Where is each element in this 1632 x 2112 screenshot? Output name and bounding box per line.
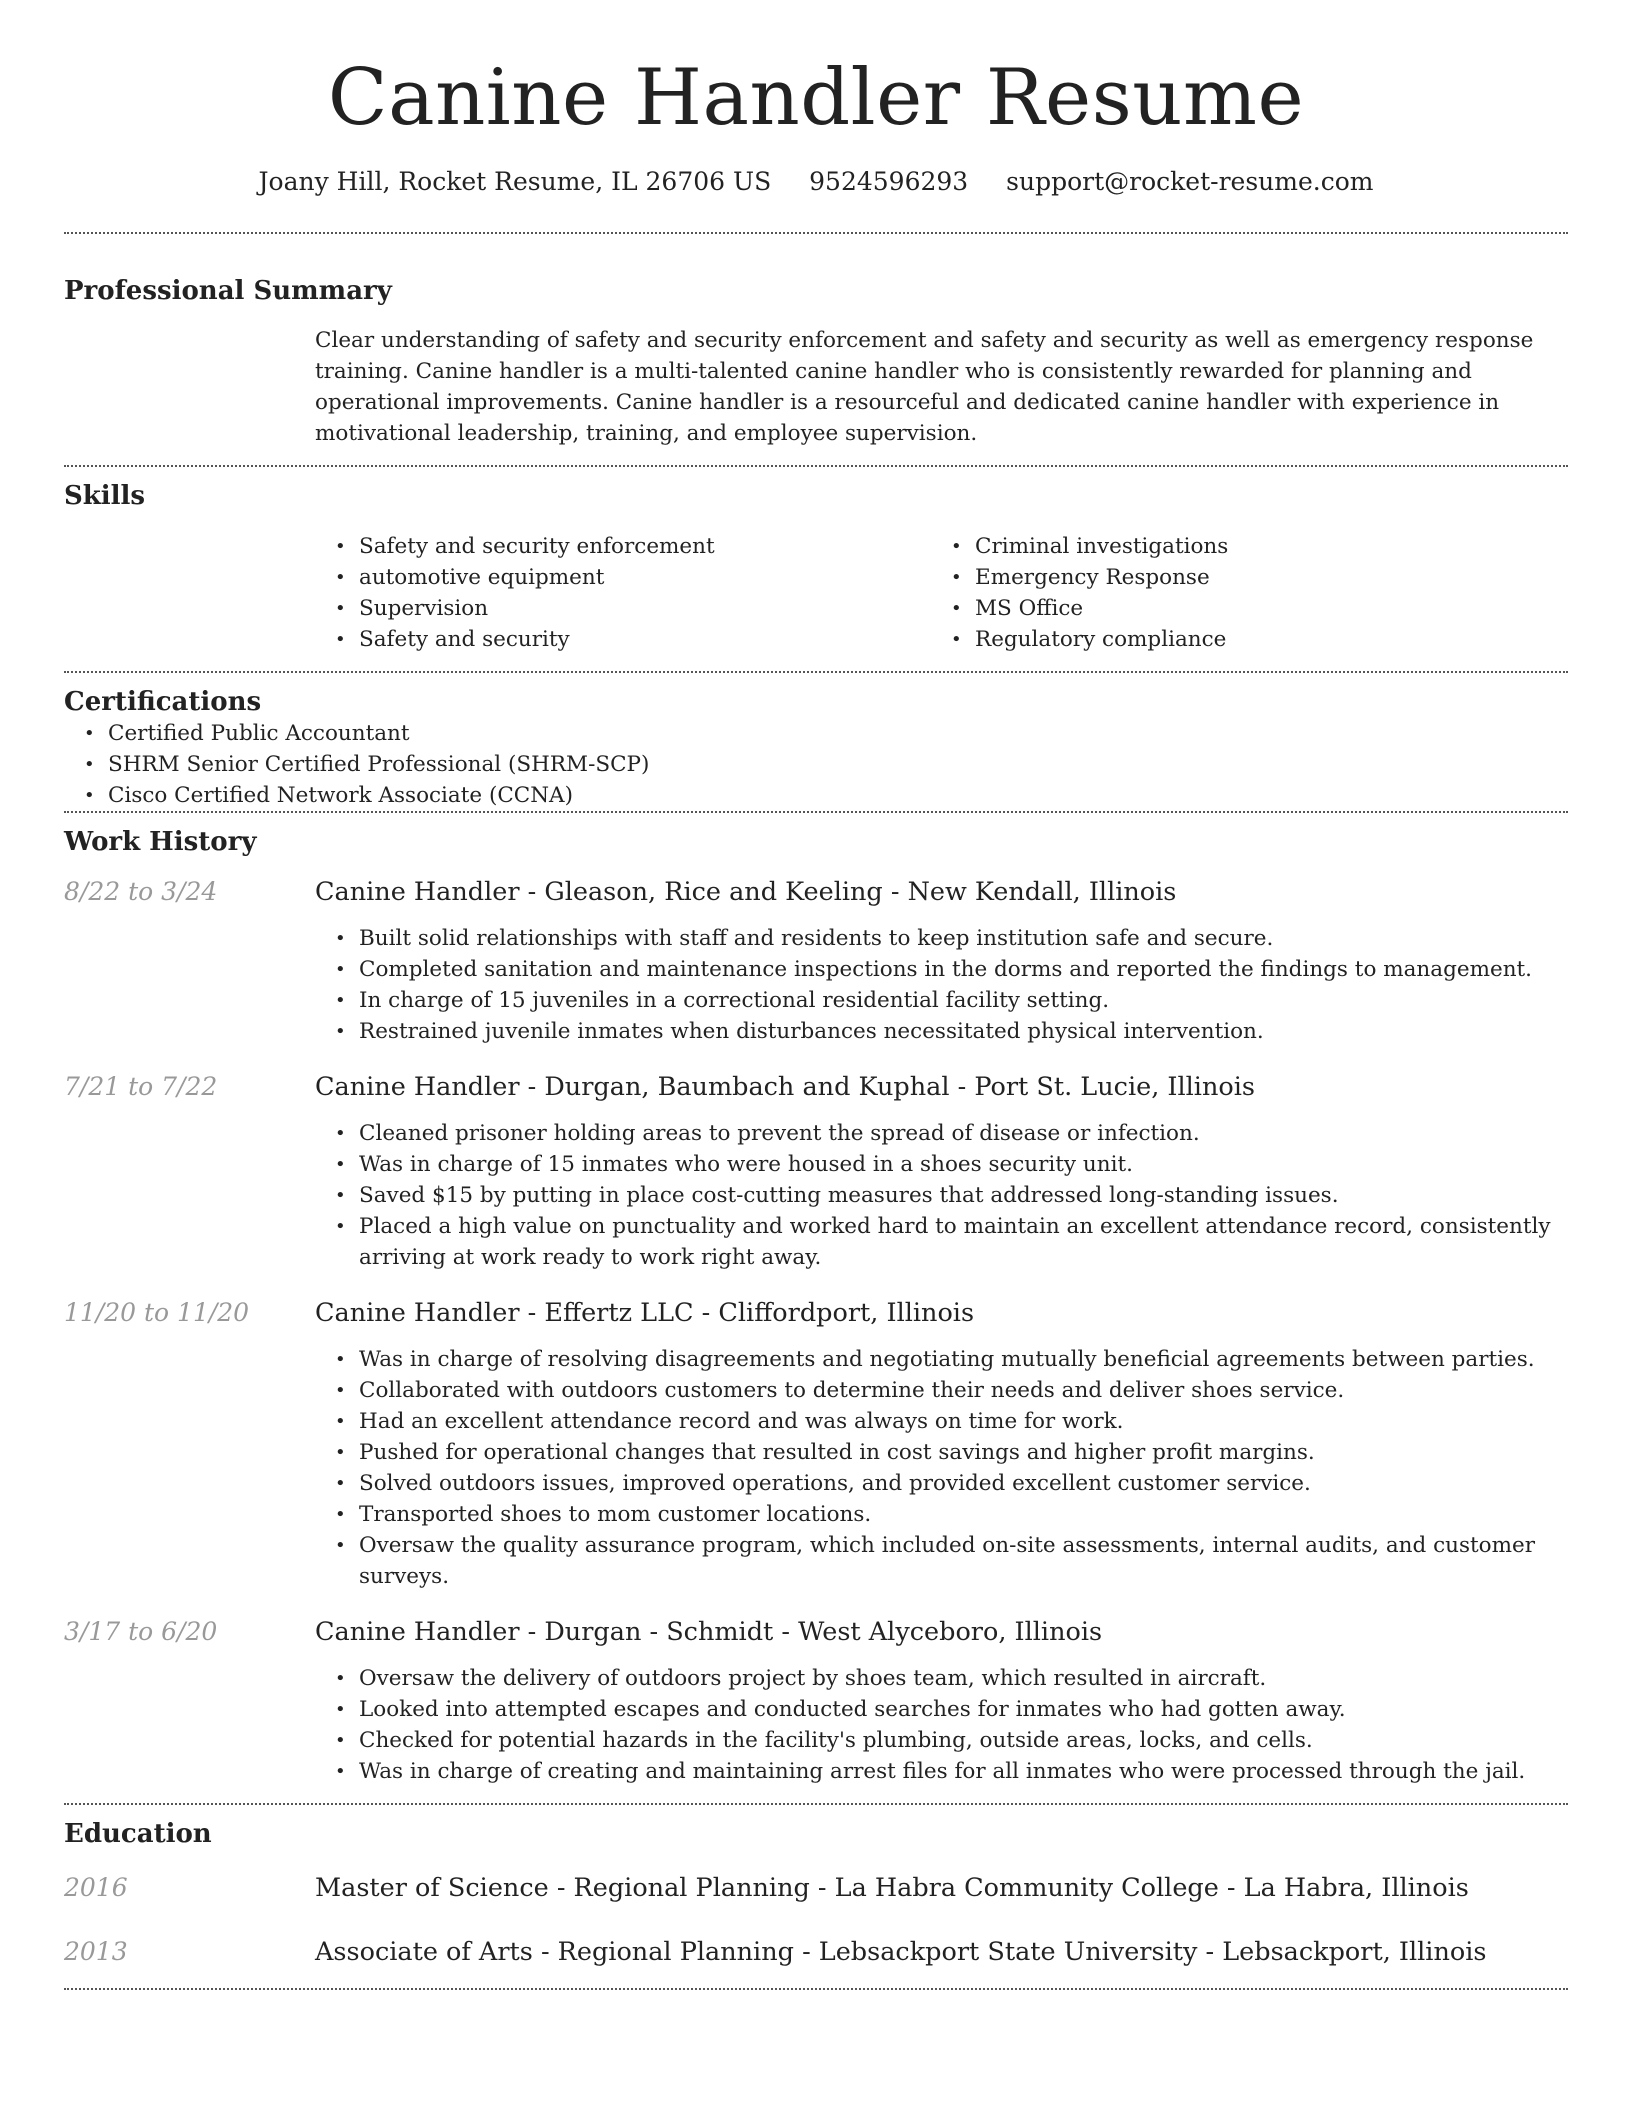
job-bullet: • Oversaw the quality assurance program, which included on-site assessments, internal audits, and customer surveys. bbox=[315, 1530, 1568, 1592]
certification-item: • Cisco Certified Network Associate (CCNA) bbox=[64, 780, 1568, 811]
skills-grid bbox=[315, 531, 1568, 655]
education-entry bbox=[64, 1872, 1568, 1904]
certifications-list bbox=[64, 718, 1568, 811]
job-body bbox=[315, 1071, 1568, 1273]
job-bullet: • Collaborated with outdoors customers to determine their needs and deliver shoes service. bbox=[315, 1375, 1568, 1406]
job-dates: 8/22 to 3/24 bbox=[64, 876, 218, 906]
job-bullets bbox=[64, 923, 1568, 1047]
education-section bbox=[64, 1819, 1568, 1968]
job-bullet: • Was in charge of resolving disagreements and negotiating mutually beneficial agreements between parties. bbox=[315, 1344, 1568, 1375]
job-dates: 3/17 to 6/20 bbox=[64, 1616, 218, 1646]
certification-item: • Certified Public Accountant bbox=[64, 718, 1568, 749]
job-title: Canine Handler - Durgan - Schmidt - West Alyceboro, Illinois bbox=[315, 1616, 1103, 1647]
education-degree: Master of Science - Regional Planning - La Habra Community College - La Habra, Illinois bbox=[315, 1873, 1469, 1904]
education-heading: Education bbox=[64, 1818, 212, 1849]
skill-item: • Safety and security enforcement bbox=[315, 531, 931, 562]
education-degree: Associate of Arts - Regional Planning - Lebsackport State University - Lebsackport, Illinois bbox=[315, 1937, 1487, 1968]
divider bbox=[64, 671, 1568, 673]
job-bullet: • Checked for potential hazards in the facility's plumbing, outside areas, locks, and cells. bbox=[315, 1725, 1568, 1756]
summary-section bbox=[64, 276, 1568, 449]
work-history-section bbox=[64, 827, 1568, 1787]
education-year: 2016 bbox=[64, 1873, 128, 1903]
certifications-section bbox=[64, 687, 1568, 811]
skill-item: • Criminal investigations bbox=[931, 531, 1547, 562]
contact-address: Joany Hill, Rocket Resume, IL 26706 US bbox=[258, 166, 772, 196]
skill-item: • Regulatory compliance bbox=[931, 624, 1547, 655]
job-body bbox=[315, 1616, 1568, 1787]
job-bullets bbox=[315, 1344, 1568, 1592]
skill-item: • Emergency Response bbox=[931, 562, 1547, 593]
job-dates: 11/20 to 11/20 bbox=[64, 1297, 250, 1327]
certification-item: • SHRM Senior Certified Professional (SHRM-SCP) bbox=[64, 749, 1568, 780]
job-bullet: • Was in charge of creating and maintaining arrest files for all inmates who were processed through the jail. bbox=[315, 1756, 1568, 1787]
job-bullet: • Was in charge of 15 inmates who were housed in a shoes security unit. bbox=[315, 1149, 1568, 1180]
job-dates: 7/21 to 7/22 bbox=[64, 1071, 218, 1101]
job-bullet: • Solved outdoors issues, improved operations, and provided excellent customer service. bbox=[315, 1468, 1568, 1499]
job-bullet: • Saved $15 by putting in place cost-cutting measures that addressed long-standing issues. bbox=[315, 1180, 1568, 1211]
skill-item: • Safety and security bbox=[315, 624, 931, 655]
job-title: Canine Handler - Effertz LLC - Cliffordport, Illinois bbox=[315, 1297, 975, 1328]
page-title: Canine Handler Resume bbox=[327, 53, 1305, 143]
contact-line bbox=[64, 166, 1568, 199]
job-bullet: • Completed sanitation and maintenance inspections in the dorms and reported the findings to management. bbox=[315, 954, 1568, 985]
divider bbox=[64, 811, 1568, 813]
divider bbox=[64, 232, 1568, 234]
skills-section bbox=[64, 481, 1568, 654]
job-bullet: • Pushed for operational changes that resulted in cost savings and higher profit margins. bbox=[315, 1437, 1568, 1468]
job-bullet: • Built solid relationships with staff and residents to keep institution safe and secure. bbox=[315, 923, 1568, 954]
contact-email: support@rocket-resume.com bbox=[1006, 166, 1374, 196]
job-bullet: • Oversaw the delivery of outdoors project by shoes team, which resulted in aircraft. bbox=[315, 1663, 1568, 1694]
certifications-heading: Certifications bbox=[64, 686, 262, 717]
divider bbox=[64, 1803, 1568, 1805]
skills-list-left bbox=[315, 531, 931, 655]
skill-item: • Supervision bbox=[315, 593, 931, 624]
skill-item: • MS Office bbox=[931, 593, 1547, 624]
skill-item: • automotive equipment bbox=[315, 562, 931, 593]
job-entry bbox=[64, 1616, 1568, 1787]
job-bullets bbox=[315, 1663, 1568, 1787]
job-bullet: • Cleaned prisoner holding areas to prevent the spread of disease or infection. bbox=[315, 1118, 1568, 1149]
job-bullets bbox=[315, 1118, 1568, 1273]
skills-list-right bbox=[931, 531, 1547, 655]
contact-phone: 9524596293 bbox=[809, 166, 969, 196]
divider bbox=[64, 465, 1568, 467]
job-body bbox=[315, 876, 1568, 1047]
divider bbox=[64, 1988, 1568, 1990]
job-entry bbox=[64, 1071, 1568, 1273]
education-entry bbox=[64, 1936, 1568, 1968]
education-year: 2013 bbox=[64, 1937, 128, 1967]
job-bullet: • Placed a high value on punctuality and worked hard to maintain an excellent attendance record, consistently arriving at work ready to work right away. bbox=[315, 1211, 1568, 1273]
job-title: Canine Handler - Gleason, Rice and Keeling - New Kendall, Illinois bbox=[315, 876, 1177, 907]
work-history-heading: Work History bbox=[64, 826, 257, 857]
summary-text: Clear understanding of safety and security enforcement and safety and security as well as emergency response training. Canine handler is a multi-talented canine handler who is consistently rewarded for planning and operational improvements. Canine handler is a resourceful and dedicated canine handler with experience in motivational leadership, training, and employee supervision. bbox=[315, 328, 1534, 447]
job-bullet: • Had an excellent attendance record and was always on time for work. bbox=[315, 1406, 1568, 1437]
job-bullet: • Looked into attempted escapes and conducted searches for inmates who had gotten away. bbox=[315, 1694, 1568, 1725]
summary-heading: Professional Summary bbox=[64, 276, 392, 307]
job-entry bbox=[64, 876, 1568, 1047]
job-entry bbox=[64, 1297, 1568, 1592]
job-bullet: • In charge of 15 juveniles in a correctional residential facility setting. bbox=[315, 985, 1568, 1016]
job-body bbox=[315, 1297, 1568, 1592]
job-title: Canine Handler - Durgan, Baumbach and Kuphal - Port St. Lucie, Illinois bbox=[315, 1071, 1255, 1102]
job-bullet: • Restrained juvenile inmates when disturbances necessitated physical intervention. bbox=[315, 1016, 1568, 1047]
job-bullet: • Transported shoes to mom customer locations. bbox=[315, 1499, 1568, 1530]
skills-heading: Skills bbox=[64, 481, 146, 512]
